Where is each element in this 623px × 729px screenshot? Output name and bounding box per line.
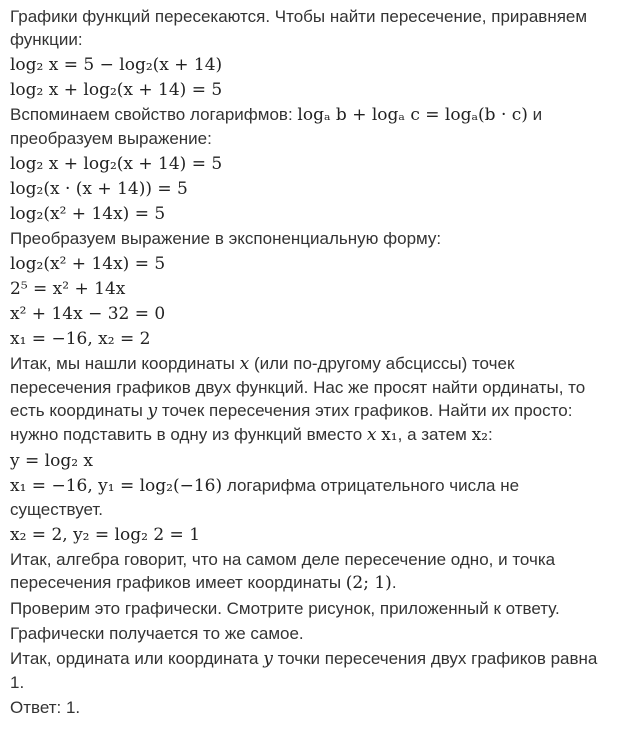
equation-2 [10,78,601,102]
inline-math: x₁ [381,425,398,445]
equation-1 [10,53,601,77]
inline-math: log₂(x² + 14x) = 5 [10,204,166,224]
paragraph-ordinate [10,647,601,694]
inline-math: log₂(x · (x + 14)) = 5 [10,179,188,199]
inline-text: (или по-другому абсциссы) точек пересечения графиков двух функций. Нас же просят найти ординаты, то есть координаты [10,354,586,420]
equation-11 [10,523,601,547]
inline-text: Итак, мы нашли координаты [10,354,240,373]
paragraph-exponential-form [10,227,601,250]
inline-text: точек пересечения этих графиков. Найти их просто: нужно подставить в одну из функций вместо [10,401,573,444]
inline-text: Графики функций пересекаются. Чтобы найти пересечение, приравняем функции: [10,7,588,49]
inline-math: log₂ x = 5 − log₂(x + 14) [10,55,223,75]
equation-6 [10,252,601,276]
inline-math: x₁ = −16, y₁ = log₂(−16) [10,476,223,496]
inline-text: : [488,425,493,444]
inline-math: x₁ = −16, x₂ = 2 [10,329,151,349]
inline-math: x [366,425,377,445]
equation-4 [10,177,601,201]
inline-math: logₐ b + logₐ c = logₐ(b · c) [297,105,528,125]
inline-math: log₂ x + log₂(x + 14) = 5 [10,154,223,174]
paragraph-intro [10,5,601,51]
inline-math: x² + 14x − 32 = 0 [10,304,166,324]
inline-math: y = log₂ x [10,451,94,471]
inline-text: . [391,573,397,592]
equation-9 [10,327,601,351]
equation-5 [10,202,601,226]
equation-8 [10,302,601,326]
paragraph-check-graphically [10,597,601,620]
inline-math: log₂(x² + 14x) = 5 [10,254,166,274]
equation-10 [10,449,601,473]
inline-math: x₂ = 2, y₂ = log₂ 2 = 1 [10,525,201,545]
paragraph-found-x [10,352,601,447]
paragraph-negative-log [10,474,601,521]
inline-text: Ответ: 1. [10,698,81,717]
equation-7 [10,277,601,301]
equation-3 [10,152,601,176]
inline-math: (2; 1) [345,573,392,593]
inline-math: log₂ x + log₂(x + 14) = 5 [10,80,223,100]
inline-math: x [239,354,250,374]
inline-text: Итак, алгебра говорит, что на самом деле пересечение одно, и точка пересечения графиков имеет координаты [10,550,556,592]
inline-text: , а затем [397,425,472,444]
inline-math: y [147,401,158,421]
inline-text: Графически получается то же самое. [10,624,304,643]
inline-math: y [263,649,273,669]
inline-text: Преобразуем выражение в экспоненциальную форму: [10,229,442,248]
inline-text: логарифма отрицательного числа не существует. [10,476,520,519]
inline-math: x₂ [471,425,488,445]
paragraph-same-result [10,622,601,645]
inline-math: 2⁵ = x² + 14x [10,279,126,299]
inline-text: Вспоминаем свойство логарифмов: [10,105,298,124]
paragraph-log-property [10,103,601,150]
inline-text: и преобразуем выражение: [10,105,543,148]
inline-text: точки пересечения двух графиков равна 1. [10,649,598,692]
inline-text: Итак, ордината или координата [10,649,264,668]
inline-text: Проверим это графически. Смотрите рисунок, приложенный к ответу. [10,599,560,618]
paragraph-intersection-point [10,548,601,595]
paragraph-answer [10,696,601,719]
